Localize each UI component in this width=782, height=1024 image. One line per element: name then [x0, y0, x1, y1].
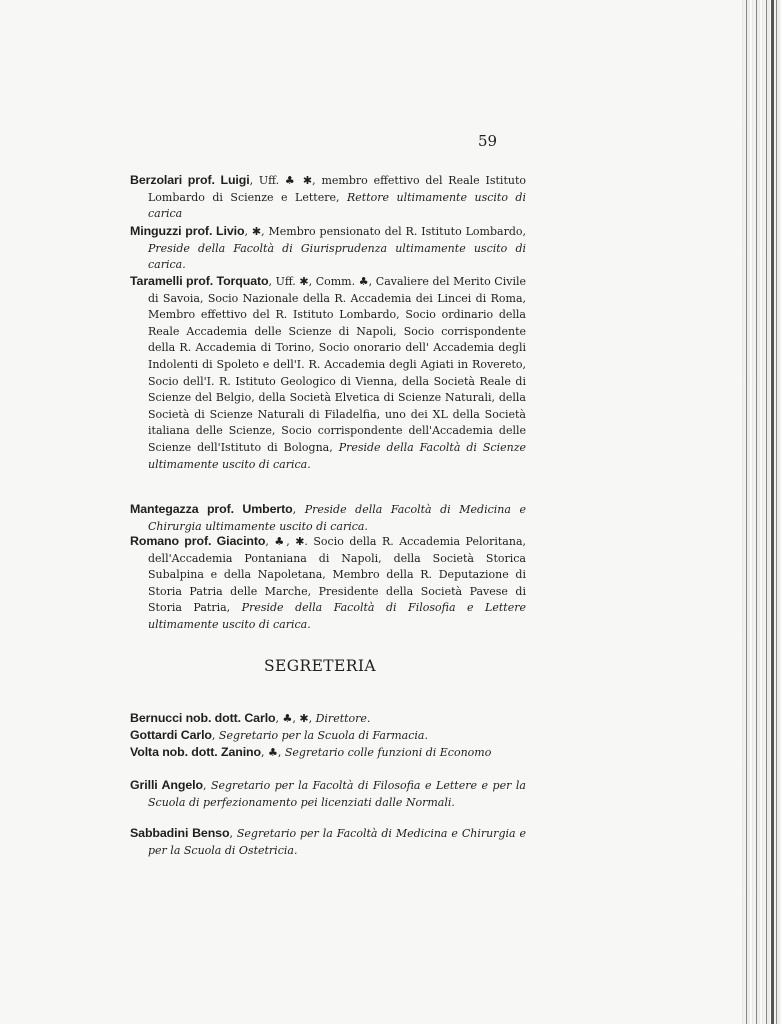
section-heading: SEGRETERIA: [264, 657, 376, 675]
entry-body: . Socio della R. Accademia Peloritana, dell'Accademia Pontaniana di Napoli, della Società Storica Subalpina e della Napoletana, Membro della R. Deputazione di Storia Patria delle Marche, Presidente della Società Pavese di Storia Patria,: [148, 535, 527, 615]
staff-name: Grilli Angelo: [130, 778, 203, 792]
entry-role: Preside della Facoltà di Giurisprudenza ultimamente uscito di carica.: [148, 241, 526, 272]
staff-role: Segretario per la Facoltà di Medicina e Chirurgia e per la Scuola di Ostetricia.: [148, 827, 526, 857]
entry-prefix: , Uff.: [268, 275, 300, 288]
entry-name: Romano prof. Giacinto: [130, 534, 266, 548]
staff-name: Volta nob. dott. Zanino: [130, 745, 261, 759]
staff-role: Segretario colle funzioni di Economo: [284, 746, 492, 759]
entry-name: Berzolari prof. Luigi: [130, 173, 250, 187]
entry-taramelli: [130, 273, 526, 473]
entry-romano: [130, 533, 526, 634]
entry-prefix: ,: [292, 503, 305, 516]
honor-icons: ♣, ✱: [274, 535, 305, 548]
honor-icons: ♣, ✱: [282, 712, 309, 725]
staff-body: ,: [308, 712, 316, 725]
staff-gottardi: [130, 727, 526, 745]
staff-name: Gottardi Carlo: [130, 728, 212, 742]
staff-role: Direttore.: [315, 712, 371, 725]
entry-body: , Comm. ♣, Cavaliere del Merito Civile di Savoia, Socio Nazionale della R. Accademia dei Lincei di Roma, Membro effettivo del R. Istituto Lombardo, Socio ordinario della Reale Accademia delle Scienze di Napoli, Socio corrispondente della R. Accademia di Torino, Socio onorario dell' Accademia degli Indolenti di Spoleto e dell'I. R. Accademia degli Agiati in Rovereto, Socio dell'I. R. Istituto Geologico di Vienna, della Società Reale di Scienze del Belgio, della Società Elvetica di Scienze Naturali, della Società di Scienze Naturali di Filadelfia, uno dei XL della Società italiana delle Scienze, Socio corrispondente dell'Accademia delle Scienze dell'Istituto di Bologna,: [148, 275, 527, 454]
staff-sabbadini: [130, 825, 526, 859]
entry-prefix: ,: [265, 535, 275, 548]
staff-name: Bernucci nob. dott. Carlo: [130, 711, 276, 725]
staff-prefix: ,: [229, 827, 237, 840]
entry-role: Preside della Facoltà di Medicina e Chirurgia ultimamente uscito di carica.: [148, 503, 526, 533]
entry-name: Mantegazza prof. Umberto: [130, 502, 293, 516]
page-edge-shadow: [771, 0, 774, 1024]
entry-berzolari: [130, 172, 526, 223]
staff-body: ,: [277, 746, 285, 759]
entry-role: Rettore ultimamente uscito di carica: [148, 190, 526, 221]
staff-name: Sabbadini Benso: [130, 826, 230, 840]
staff-role: Segretario per la Facoltà di Filosofia e Lettere e per la Scuola di perfezionamento pei licenziati dalle Normali.: [148, 779, 526, 809]
honor-icons: ♣ ✱: [284, 174, 313, 187]
entry-mantegazza: [130, 501, 526, 535]
entry-prefix: , Uff.: [249, 174, 285, 187]
staff-role: Segretario per la Scuola di Farmacia.: [218, 729, 428, 742]
entry-prefix: ,: [244, 225, 252, 238]
entry-role: Preside della Facoltà di Scienze ultimamente uscito di carica.: [148, 440, 526, 471]
entry-role: Preside della Facoltà di Filosofia e Lettere ultimamente uscito di carica.: [148, 601, 526, 631]
entry-minguzzi: [130, 223, 526, 274]
entry-name: Minguzzi prof. Livio: [130, 224, 245, 238]
honor-icons: ✱: [251, 225, 262, 238]
staff-prefix: ,: [275, 712, 283, 725]
page-edge-binding: [740, 0, 782, 1024]
entry-body: , membro effettivo del Reale Istituto Lombardo di Scienze e Lettere,: [148, 174, 526, 204]
honor-icons: ✱: [299, 275, 309, 288]
staff-volta: [130, 744, 526, 762]
staff-grilli: [130, 777, 526, 811]
staff-prefix: ,: [211, 729, 219, 742]
staff-prefix: ,: [261, 746, 268, 759]
entry-name: Taramelli prof. Torquato: [130, 274, 269, 288]
staff-bernucci: [130, 710, 526, 728]
page-number: 59: [478, 132, 498, 150]
entry-body: , Membro pensionato del R. Istituto Lombardo,: [261, 225, 526, 238]
honor-icons: ♣: [268, 746, 278, 759]
staff-prefix: ,: [202, 779, 211, 792]
